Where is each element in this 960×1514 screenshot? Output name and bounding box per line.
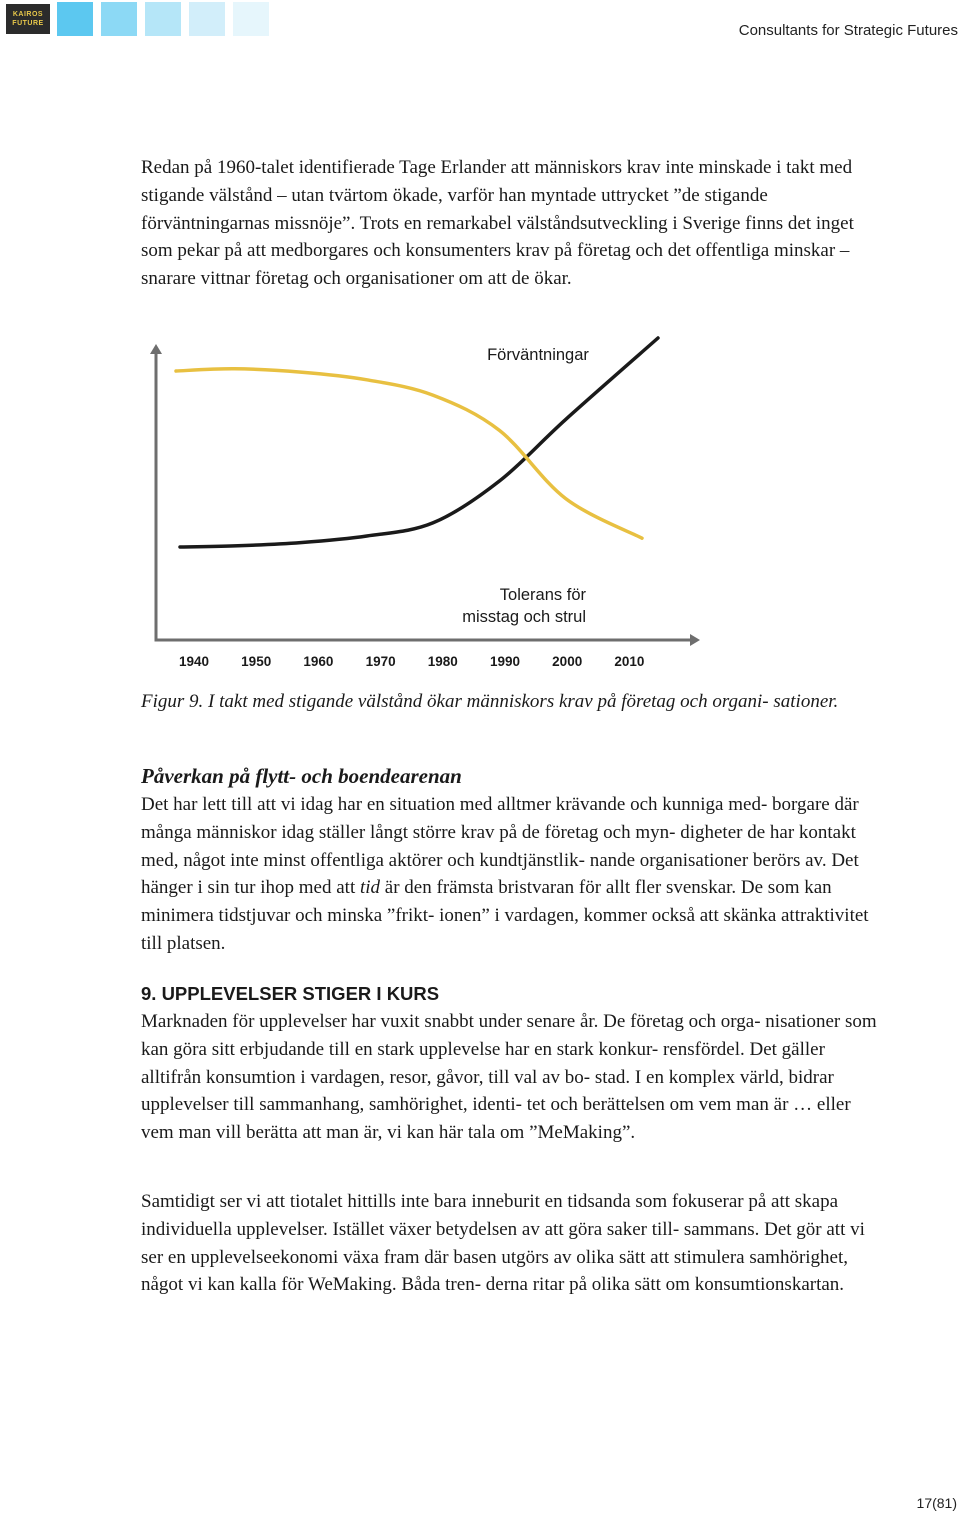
- body-paragraph: Marknaden för upplevelser har vuxit snabbt under senare år. De företag och orga- nisationer som kan göra sitt erbjudande till en stark upplevelse har en stark konkur- rensfördel. Det gäller alltifrån konsumtion i vardagen, resor, gåvor, till val av bo- stad. I en komplex värld, bidrar upplevelser till sammanhang, samhörighet, identi- tet och berättelsen om vem man är … eller vem man vill berätta att man är, vi kan här tala om ”MeMaking”.: [141, 1011, 877, 1144]
- x-tick-label: 1940: [178, 654, 210, 669]
- header-decor-square: [101, 2, 137, 36]
- series-label-tolerance-line1: Tolerans för: [499, 586, 586, 604]
- header-decor-square: [145, 2, 181, 36]
- x-tick-label: 1970: [365, 654, 396, 669]
- tolerance-line: [176, 369, 642, 538]
- x-tick-label: 1990: [489, 654, 521, 669]
- section-subheading: Påverkan på flytt- och boendearenan: [141, 764, 462, 788]
- x-tick-label: 1980: [427, 654, 458, 669]
- series-label-expectations: Förväntningar: [487, 346, 589, 364]
- emphasized-word: tid: [359, 877, 381, 899]
- body-paragraph: [141, 791, 881, 958]
- header-decor-square: [233, 2, 269, 36]
- intro-paragraph: Redan på 1960-talet identifierade Tage Erlander att människors krav inte minskade i takt med stigande välstånd – utan tvärtom ökade, varför han myntade uttrycket ”de stigande förväntningarnas missnöje”. Trots en remarkabel välståndsutveckling i Sverige finns det inget som pekar på att medborgares och konsumenters krav på företag och det offentliga minskar – snarare vittnar företag och organisationer om att de ökar.: [141, 157, 854, 290]
- figure-caption: Figur 9. I takt med stigande välstånd ökar människors krav på företag och organi- sationer.: [141, 691, 839, 712]
- y-axis-arrow-icon: [150, 344, 162, 354]
- header-decor-square: [189, 2, 225, 36]
- x-tick-label: 1960: [303, 654, 334, 669]
- x-axis-arrow-icon: [690, 634, 700, 646]
- header-title: Consultants for Strategic Futures: [738, 22, 958, 39]
- body-text: är den främsta bristvaran för allt fler svenskar. De som kan minimera tidstjuvar och minska ”frikt- ionen” i vardagen, kommer också att skänka attraktivitet till platsen.: [141, 877, 869, 954]
- series-label-tolerance-line2: misstag och strul: [462, 608, 586, 626]
- logo-text-line1: KAIROS: [12, 11, 44, 18]
- page-number: 17(81): [916, 1495, 957, 1511]
- chart-svg: [140, 330, 720, 680]
- x-tick-label: 1950: [241, 654, 272, 669]
- header-decor-square: [57, 2, 93, 36]
- kairos-future-logo: [6, 4, 50, 34]
- logo-text-line2: FUTURE: [12, 20, 44, 27]
- expectations-tolerance-chart: [140, 330, 720, 680]
- body-paragraph: Samtidigt ser vi att tiotalet hittills inte bara inneburit en tidsanda som fokuserar på att skapa individuella upplevelser. Istället växer betydelsen av att göra saker till- sammans. Det gör att vi ser en upplevelseekonomi växa fram där basen utgörs av olika sätt att stimulera samhörighet, något vi kan kalla för WeMaking. Båda tren- derna ritar på olika sätt om konsumtionskartan.: [141, 1191, 865, 1296]
- x-tick-label: 2000: [552, 654, 583, 669]
- x-tick-label: 2010: [614, 654, 645, 669]
- section-heading: 9. UPPLEVELSER STIGER I KURS: [141, 983, 440, 1004]
- body-text: Det har lett till att vi idag har en situation med alltmer krävande och kunniga med- borgare där många människor idag ställer långt större krav på de företag och myn- digheter de har kontakt med, något inte minst offentliga aktörer och kundtjänstlik- nande organisationer berörs av. Det hänger i sin tur ihop med att: [141, 794, 859, 899]
